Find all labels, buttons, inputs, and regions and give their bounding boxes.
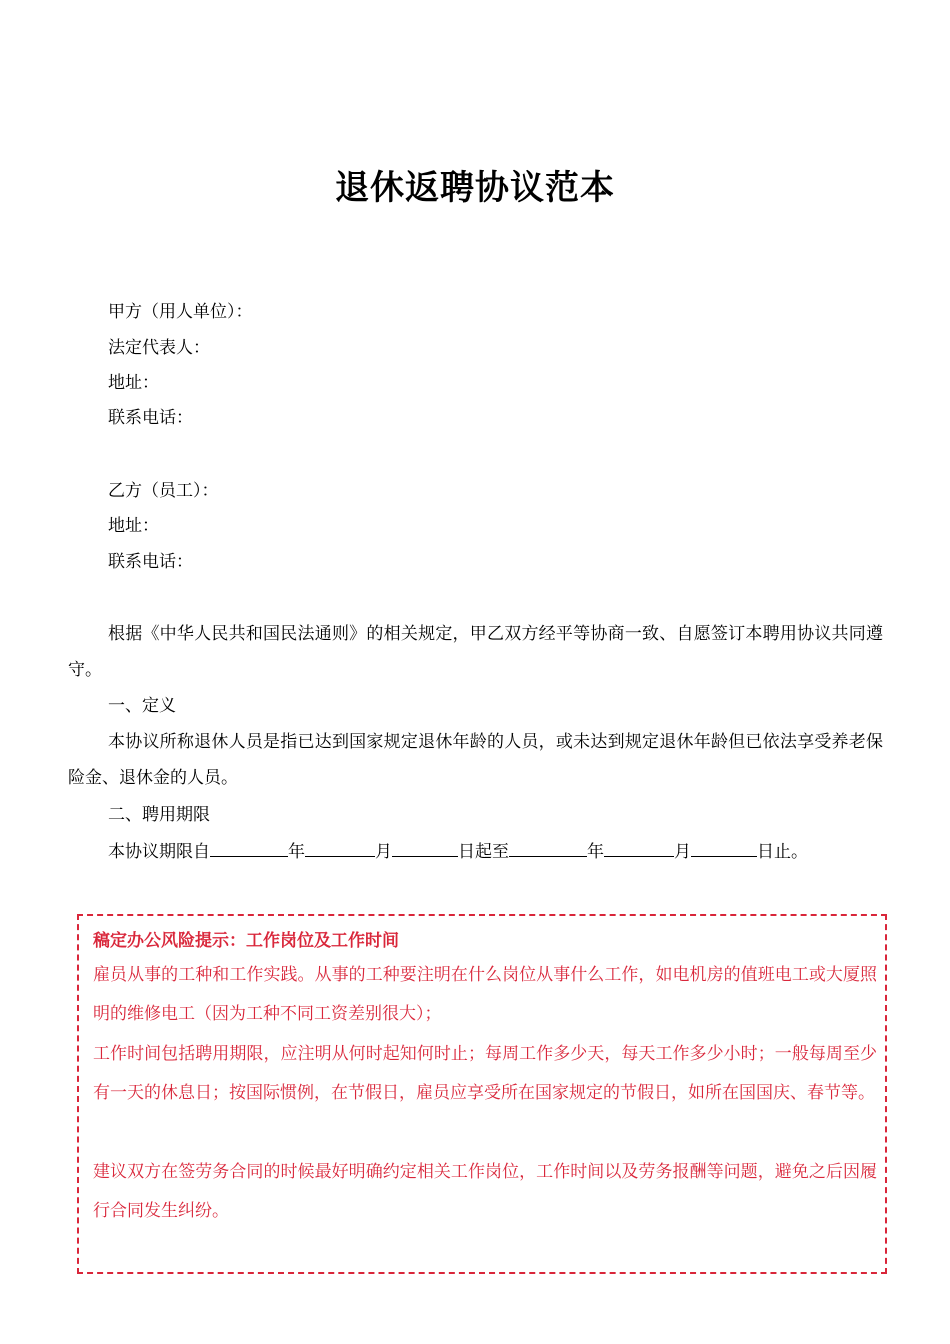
start-year-label: 年: [288, 842, 305, 862]
risk-paragraph-3: 建议双方在签劳务合同的时候最好明确约定相关工作岗位，工作时间以及劳务报酬等问题，避免之后因履行合同发生纠纷。: [93, 1162, 877, 1221]
intro-paragraph: 根据《中华人民共和国民法通则》的相关规定，甲乙双方经平等协商一致、自愿签订本聘用协议共同遵守。: [68, 624, 883, 680]
section-2-heading: 二、聘用期限: [108, 805, 210, 825]
end-year-blank[interactable]: [509, 840, 587, 857]
party-b-phone: 联系电话：: [108, 552, 193, 572]
start-month-label: 月: [375, 842, 392, 862]
party-a-rep: 法定代表人：: [108, 338, 210, 358]
party-b-address: 地址：: [108, 516, 159, 536]
risk-paragraph-2: 工作时间包括聘用期限，应注明从何时起知何时止；每周工作多少天，每天工作多少小时；一般每周至少有一天的休息日；按国际惯例，在节假日，雇员应享受所在国家规定的节假日，如所在国国庆、春节等。: [93, 1044, 877, 1103]
start-month-blank[interactable]: [305, 840, 375, 857]
risk-notice-title: 稿定办公风险提示：工作岗位及工作时间: [93, 931, 399, 951]
party-a-label: 甲方（用人单位）：: [108, 302, 253, 322]
start-day-label: 日起至: [458, 842, 509, 862]
section-1-heading: 一、定义: [108, 696, 176, 716]
party-a-address: 地址：: [108, 373, 159, 393]
party-a-phone: 联系电话：: [108, 408, 193, 428]
section-1-text: 本协议所称退休人员是指已达到国家规定退休年龄的人员，或未达到规定退休年龄但已依法享受养老保险金、退休金的人员。: [68, 732, 883, 788]
term-dates-line: [108, 840, 808, 862]
term-prefix: 本协议期限自: [108, 842, 210, 862]
risk-paragraph-1: 雇员从事的工种和工作实践。从事的工种要注明在什么岗位从事什么工作，如电机房的值班电工或大厦照明的维修电工（因为工种不同工资差别很大）；: [93, 965, 877, 1024]
start-day-blank[interactable]: [392, 840, 458, 857]
end-day-label: 日止。: [757, 842, 808, 862]
end-month-label: 月: [674, 842, 691, 862]
risk-notice-box: [77, 914, 887, 1274]
end-year-label: 年: [587, 842, 604, 862]
end-day-blank[interactable]: [691, 840, 757, 857]
document-title: 退休返聘协议范本: [335, 168, 615, 208]
end-month-blank[interactable]: [604, 840, 674, 857]
party-b-label: 乙方（员工）：: [108, 481, 219, 501]
start-year-blank[interactable]: [210, 840, 288, 857]
